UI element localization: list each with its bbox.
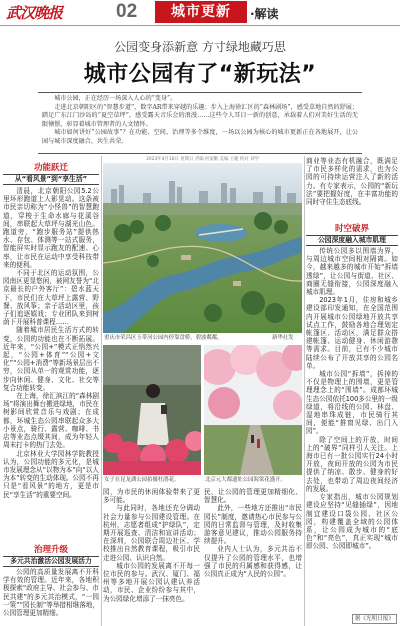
park-aerial-image (103, 163, 302, 333)
lead-paragraph: 城市如何讲好“公园故事”？在功能、空间、治理等多个维度，一场以公园为核心的城市更新正在各地展开，让公园与城市深度融合、共生共荣。 (42, 129, 358, 145)
section-subtitle-space-time: 公园深度融入城市肌理 (306, 235, 398, 246)
column-divider (304, 156, 305, 626)
section-title-governance: 治理升级 (33, 545, 68, 555)
phone (161, 405, 167, 414)
article-paragraph: 民，让公园的管理更加精细化、智慧化。 (204, 488, 302, 505)
article-paragraph: 随着城市居民生活方式的转变，公园的功能也在不断拓展。近年来，“公园+”模式正悄然兴起，“公园+体育”“公园+文化”“公园+消费”等新场景层出不穷，公园从单一的观赏功能，逐步向休闲、健身、文化、社交等复合功能转变。 (3, 326, 99, 392)
building (199, 191, 208, 205)
azalea-photo-caption: 女子在昆龙湖公园拍摄杜鹃花。 (104, 477, 180, 483)
tree-cluster (241, 291, 265, 315)
article-column-right (306, 247, 398, 611)
tree-cluster (254, 212, 272, 230)
source-credit: 据《光明日报》 (352, 614, 397, 624)
page-headline: 城市公园有了“新玩法” (83, 62, 317, 87)
article-column-left-lower (3, 568, 99, 625)
article-paragraph: 不同于北区的运动氛围，公园南区更显悠闲，被网友誉为“北京最长的户外客厅”：碧水蓝天下，市民们在大草坪上露营、野餐、放风筝；亲子活动区里，孩子们追逐嬉戏；专业团队来到树荫下开展科普课程…… (3, 269, 99, 327)
tree-cluster (204, 304, 222, 322)
dateline: 2023年4月16日 星期日 责编 何家勤 美编 王婕 校对 刘学 (146, 157, 259, 162)
park-aerial-photo (103, 163, 302, 333)
building (275, 186, 281, 205)
crabapple-photo (204, 345, 302, 475)
azalea-photo (103, 345, 201, 475)
building (119, 185, 124, 205)
building (221, 183, 227, 205)
building (177, 187, 182, 205)
article-paragraph: 北京林业大学园林学院教授认为，公园功能的多元化，是城市发展理念从“以物为本”向“以人为本”转变的生动体现。公园不再只是“看风景”的地方，更是市民“享生活”的重要空间。 (3, 449, 99, 499)
building (230, 188, 236, 205)
article-paragraph: 商业等业态有机融合，既满足了市民多样化的需求，也为公园的可持续运营注入了新的活力。有专家表示，公园的“新玩法”要把握好度，在丰富功能的同时守住生态底线。 (306, 157, 398, 207)
visitor (257, 439, 260, 448)
tree-cluster (274, 220, 288, 234)
article-paragraph: 园，为市民的休闲体验带来了更多可能。 (103, 488, 200, 505)
article-paragraph: 在上海，徐汇滨江的“森林剧场”将演出舞台搬进绿地，市民在树影间欣赏音乐与戏剧；在成都，环城生态公园串联起众多大小景点，骑行、露营、咖啡、书店等业态点缀其间，成为年轻人周末打卡的热门去处。 (3, 392, 99, 450)
lead-paragraph-box (38, 92, 362, 154)
pavilion (233, 281, 241, 286)
building (169, 181, 175, 205)
newspaper-logo: 武汉晚报 (6, 4, 63, 22)
pavilion (181, 255, 191, 260)
lead-paragraph: 城市公园，正在经历一场深入人心的“变身”。 (54, 95, 177, 102)
section-suffix: ·解读 (250, 7, 279, 21)
article-paragraph: 传统公园多以围墙为界，与周边城市空间相对隔离。如今，越来越多的城市开始“拆墙透绿”，让公园与街道、社区、商圈无缝衔接，公园深度融入城市肌理。 (306, 247, 398, 297)
crabapple-photo-caption: 北京元大都遗址公园海棠花盛开。 (205, 477, 286, 483)
section-subtitle-function: 从“看风景”到“享生活” (3, 174, 99, 185)
article-paragraph: 城市公园“拆墙”，拆掉的不仅是物理上的围墙，更是管理理念上的“围墙”。成都环城生态公园依托100多公里的一级绿道，将沿线的公园、林盘、湿地串珠成链，市民骑行其间，便能“推窗见绿、出门入园”。 (306, 370, 398, 436)
article-paragraph: 城市公园的发展离不开每一位市民的参与。武汉、厦门、福州等多地开展公园认建认养活动，市民、企业纷纷参与其中，为公园绿化增添了一抹亮色。 (103, 561, 200, 603)
section-subtitle-governance: 多元共治激活公园发展活力 (3, 556, 99, 567)
article-column-middle-left (103, 488, 200, 625)
blossom-tree (273, 390, 302, 420)
page-number: 02 (116, 1, 138, 22)
visitor (251, 435, 254, 443)
lead-paragraph: 走进北京朝阳区的“智慧步道”，数字AR带来穿越的乐趣；步入上海徐汇区的“森林剧场”，感受草地自然的舒展；踏足广东江门沙岛的“夏空草坪”，感受露天音乐会的浪漫……这些令人耳目一新的创意，承载着人们对美好生活的无限憧憬，彰显着城市管理者的人文情怀。 (42, 103, 358, 128)
article-paragraph: 业内人士认为，多元共治不仅提升了公园的管理水平，也增强了市民的归属感和获得感，让公园真正成为“人民的公园”。 (204, 545, 302, 579)
tree-cluster (155, 215, 171, 231)
article-column-left (3, 187, 99, 541)
article-paragraph: 与此同时，各地还充分调动社会力量参与公园建设管理。在杭州，志愿者组成“护绿队”，定期开展巡查、清洁和宣讲活动；在深圳，公园联合周边社区、学校推出自然教育课程，吸引市民走进公园、认识自然。 (103, 504, 200, 562)
blossom-tree (208, 387, 240, 419)
masthead-divider (0, 25, 400, 26)
building (111, 189, 117, 205)
distant-trees (103, 203, 302, 215)
column-divider (101, 156, 102, 626)
person-head (146, 384, 160, 398)
section-title-function: 功能跃迁 (33, 163, 68, 173)
article-paragraph: 此外，一些地方还推出“市民园长”制度，邀请热心市民参与公园的日常监督与管理，及时收集游客意见建议，推动公园服务持续提升。 (204, 504, 302, 546)
tree-cluster (147, 255, 159, 267)
flower-bed (103, 461, 201, 475)
article-paragraph: 2023年1月，住房和城乡建设部印发通知，在全国范围内开展城市公园绿地开放共享试点工作，鼓励各地合理划定帐篷区、活动区，满足群众搭建帐篷、运动健身、休闲游憩等需求。目前，已有不少城市陆续公布了开放共享的公园名单。 (306, 296, 398, 370)
main-photo-caption: 重庆市荣昌区玉带河公园内停靠盘桥，碧波粼粼。 (104, 335, 223, 341)
article-column-middle-right (204, 488, 302, 625)
section-banner: 城市更新 (155, 1, 247, 23)
article-paragraph: 公园的高质量发展离不开科学有效的管理。近年来，各地积极探索“政府主导、社会参与、市民共建”的多元共治模式，“一园一策”“园长制”等举措相继落地，公园管理更加精细。 (3, 568, 99, 618)
lake (195, 224, 247, 242)
tree-cluster (265, 303, 285, 323)
crabapple-image (204, 345, 302, 475)
section-title-space-time: 时空破界 (334, 224, 369, 234)
article-paragraph: 专家指出，城市公园规划建设应坚持“见缝插绿”，因地制宜建设口袋公园、社区公园，构建覆盖全域的公园体系，让公园成为城市的“底色”和“亮色”，真正实现“城市即公园、公园即城市”。 (306, 493, 398, 551)
headline-kicker: 公园变身添新意 方寸绿地藏巧思 (114, 40, 286, 54)
article-column-right-intro (306, 157, 398, 222)
tree-cluster (114, 224, 132, 242)
tree-cluster (130, 220, 144, 234)
azalea-image (103, 345, 201, 475)
article-paragraph: 除了空间上的开放，时间上的“破界”同样引人关注。上海市已有一批公园实行24小时开放，夜间开放的公园为市民提供了纳凉、散步、健身的好去处，也带动了周边夜间经济的发展。 (306, 435, 398, 493)
background-canopy (103, 345, 201, 385)
article-paragraph: 清晨，北京朝阳公园5.2公里环形跑道上人影晃动。这条被市民亲切称为“小怪兽”的智慧跑道，穿梭于生命水廊与花溪谷间，串联起大草坪与湖光山色。跑道旁，“跑步服务站”提供热水、存包、体测等一站式服务，智能屏实时显示跑友的配速、心率，让市民在运动中享受科技带来的便利。 (3, 187, 99, 269)
main-photo-credit: 新华社发 (272, 335, 294, 341)
